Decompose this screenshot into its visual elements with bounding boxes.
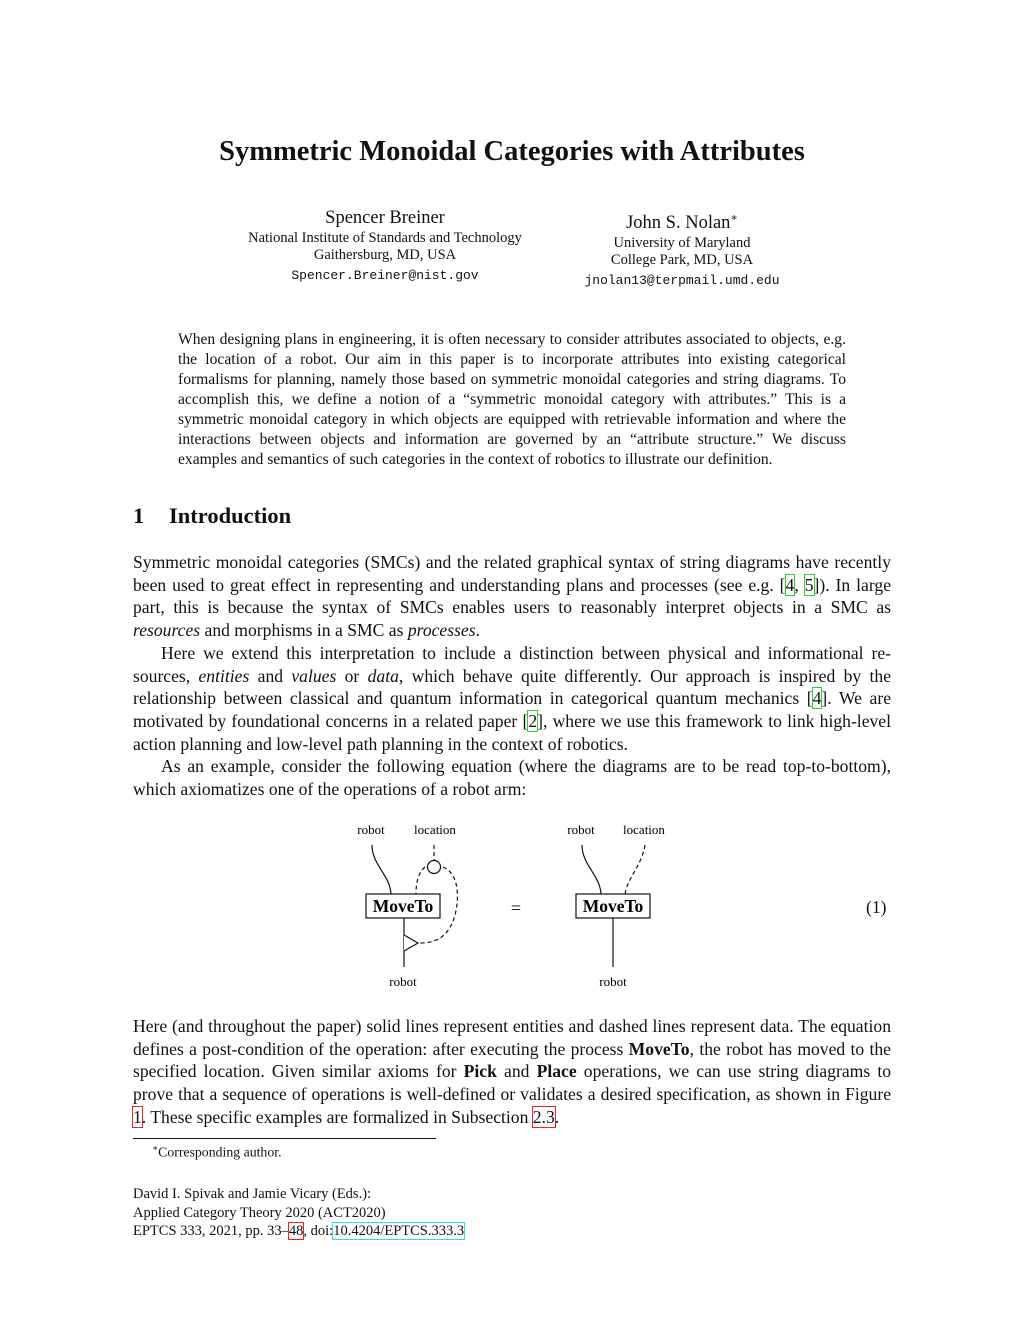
label-robot-out: robot xyxy=(599,974,627,989)
label-robot-out: robot xyxy=(389,974,417,989)
bold-term: Place xyxy=(536,1061,577,1082)
section-heading xyxy=(133,503,291,529)
bold-term: MoveTo xyxy=(628,1038,690,1059)
section-title: Introduction xyxy=(169,503,292,528)
text: and morphisms in a SMC as xyxy=(200,620,408,641)
author-location: Gaithersburg, MD, USA xyxy=(313,246,457,263)
moveto-label: MoveTo xyxy=(372,896,434,916)
text: ]). In large part, this is because the syntax of SMCs enables users to reasonably interpret objects in a SMC as xyxy=(133,574,892,618)
entity-wire xyxy=(582,845,601,894)
author-email[interactable]: Spencer.Breiner@nist.gov xyxy=(291,268,479,283)
footnote-text: Corresponding author. xyxy=(158,1144,282,1160)
footnote xyxy=(152,1143,282,1161)
author-affiliation: National Institute of Standards and Technology xyxy=(248,230,522,246)
bold-term: Pick xyxy=(463,1061,497,1082)
editors: David I. Spivak and Jamie Vicary (Eds.): xyxy=(133,1186,372,1202)
text: . xyxy=(475,620,480,641)
text: , xyxy=(794,574,805,595)
label-location-in: location xyxy=(414,822,456,837)
entity-wire xyxy=(372,845,391,894)
emphasis: values xyxy=(291,665,337,686)
author-block-1 xyxy=(215,206,555,283)
publication-info xyxy=(133,1185,464,1241)
text: Here we extend this interpretation to include a distinction between physical and informational resources, xyxy=(133,642,891,686)
author-name: Spencer Breiner xyxy=(325,208,445,228)
label-location-in: location xyxy=(623,822,665,837)
text: and xyxy=(249,665,292,686)
data-wire xyxy=(625,845,645,894)
section-number: 1 xyxy=(133,503,145,528)
text: Symmetric monoidal categories (SMCs) and the related graphical syntax of string diagrams have recently been used to great effect in representing and understanding plans and processes (see e.g. [ xyxy=(133,552,891,595)
citation-link[interactable]: 4 xyxy=(812,688,822,709)
pages-text: EPTCS 333, 2021, pp. 33– xyxy=(133,1223,289,1239)
text: ]. We are motivated by foundational concerns in a related paper [ xyxy=(133,688,891,731)
paragraph-1 xyxy=(133,551,891,642)
label-robot-in: robot xyxy=(357,822,385,837)
emphasis: resources xyxy=(133,620,201,641)
text: , which behave quite differently. Our approach is inspired by the relationship between classical and quantum information in categorical quantum mechanics [ xyxy=(133,665,892,709)
attribute-triangle-icon xyxy=(404,935,418,951)
moveto-label: MoveTo xyxy=(582,896,644,916)
paragraph-3: As an example, consider the following equation (where the diagrams are to be read top-to-bottom), which axiomatizes one of the operations of a robot arm: xyxy=(133,756,891,800)
author-location: College Park, MD, USA xyxy=(610,251,754,268)
intro-text xyxy=(133,551,891,801)
text: . xyxy=(554,1106,560,1127)
author-affiliation: University of Maryland xyxy=(613,235,751,252)
text: . These specific examples are formalized in Subsection xyxy=(141,1106,533,1127)
footnote-mark[interactable]: ∗ xyxy=(730,212,738,224)
string-diagram-equation xyxy=(340,815,680,995)
doi-link[interactable]: 10.4204/EPTCS.333.3 xyxy=(333,1223,465,1239)
text: , the robot has moved to the specified location. Given similar axioms for xyxy=(133,1038,891,1082)
emphasis: processes xyxy=(407,620,476,641)
author-email[interactable]: jnolan13@terpmail.umd.edu xyxy=(584,273,780,289)
equation-number: (1) xyxy=(866,897,887,917)
footnote-rule xyxy=(133,1138,436,1139)
text: operations, we can use string diagrams to prove that a sequence of operations is well-defined or validates a desired specification, as shown in Figure xyxy=(133,1061,891,1105)
last-page-link[interactable]: 48 xyxy=(288,1223,304,1239)
equals-sign: = xyxy=(510,898,522,918)
text: and xyxy=(496,1061,537,1082)
abstract: When designing plans in engineering, it is often necessary to consider attributes associated to objects, e.g. the location of a robot. Our aim in this paper is to incorporate attributes into existing categorical formalisms for planning, namely those based on symmetric monoidal categories and string diagrams. To accomplish this, we define a notion of a “symmetric monoidal category with attributes.” This is a symmetric monoidal category in which objects are equipped with retrievable information and where the interactions between objects and information are governed by an “attribute structure.” We discuss examples and semantics of such categories in the context of robotics to illustrate our definition. xyxy=(178,331,846,468)
paper-title: Symmetric Monoidal Categories with Attributes xyxy=(219,136,805,167)
author-name: John S. Nolan xyxy=(626,213,731,234)
label-robot-in: robot xyxy=(567,822,595,837)
proceedings: Applied Category Theory 2020 (ACT2020) xyxy=(133,1204,386,1221)
citation-link[interactable]: 2 xyxy=(528,710,538,731)
paragraph-2 xyxy=(133,642,891,756)
citation-link[interactable]: 5 xyxy=(804,574,814,595)
text: or xyxy=(336,665,368,686)
emphasis: data xyxy=(367,665,399,686)
emphasis: entities xyxy=(198,665,250,686)
citation-link[interactable]: 4 xyxy=(785,574,795,595)
left-diagram xyxy=(357,822,457,989)
text: Here (and throughout the paper) solid lines represent entities and dashed lines represent data. The equation defines a post-condition of the operation: after executing the process xyxy=(133,1016,891,1059)
footnote-mark: ∗ xyxy=(152,1143,159,1153)
doi-label: , doi: xyxy=(303,1223,334,1239)
text: ], where we use this framework to link high-level action planning and low-level path planning in the context of robotics. xyxy=(133,710,891,754)
paragraph-4 xyxy=(133,1015,891,1129)
copy-node-icon xyxy=(428,861,441,874)
subsection-link[interactable]: 2.3 xyxy=(532,1106,555,1127)
figure-link[interactable]: 1 xyxy=(133,1106,142,1127)
author-block-2 xyxy=(512,206,852,288)
right-diagram xyxy=(567,822,665,989)
data-wire xyxy=(416,867,425,894)
